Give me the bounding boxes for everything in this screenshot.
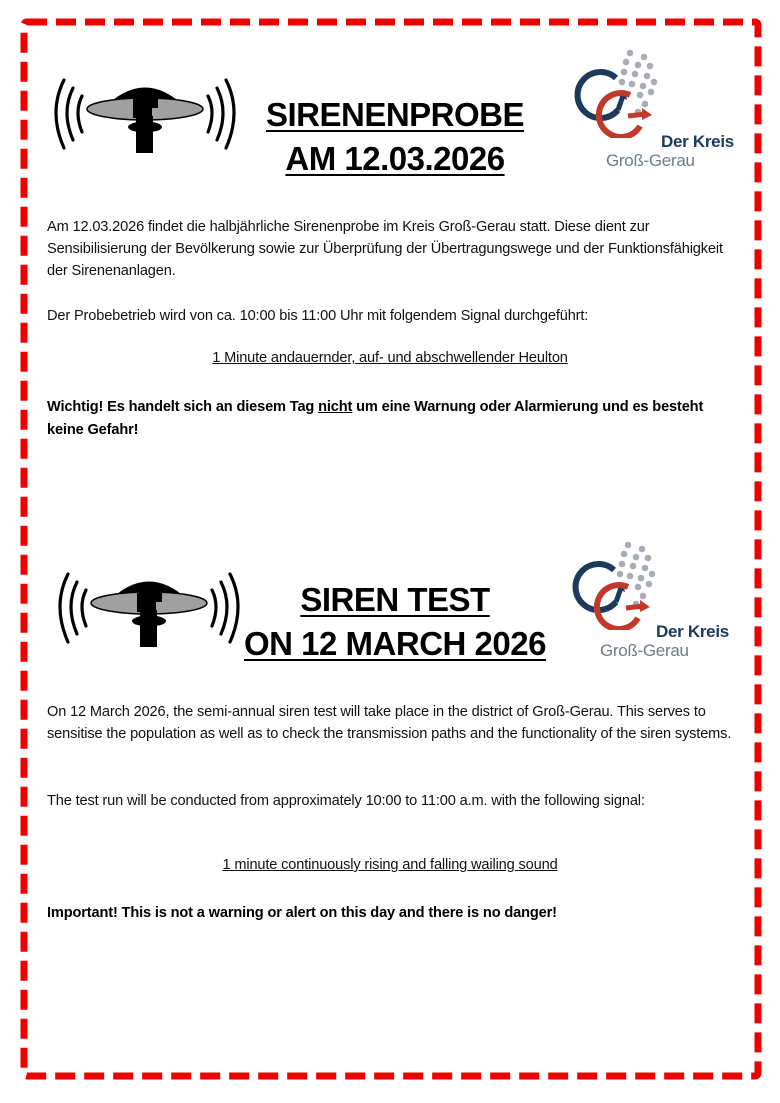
warning-german-emphasis: nicht — [318, 399, 353, 415]
page-title-german — [250, 93, 540, 180]
logo-text-gross-gerau: Groß-Gerau — [606, 151, 695, 170]
warning-german-part2: um eine Warnung oder Alarmierung und es besteht keine Gefahr! — [47, 399, 704, 438]
warning-english: Important! This is not a warning or alert on this day and there is no danger! — [47, 905, 557, 921]
logo-text-gross-gerau: Groß-Gerau — [600, 641, 689, 660]
intro-paragraph-english: On 12 March 2026, the semi-annual siren test will take place in the district of Groß-Gerau. This serves to sensitise the population as well as to check the transmission paths and the functionality of the siren systems. — [47, 704, 732, 742]
title-line-1: SIRENENPROBE — [265, 96, 525, 133]
schedule-paragraph-english: The test run will be conducted from approximately 10:00 to 11:00 a.m. with the following signal: — [47, 793, 645, 809]
siren-icon — [50, 72, 240, 167]
german-section — [0, 0, 780, 460]
logo-text-der-kreis: Der Kreis — [656, 622, 729, 641]
signal-description-german: 1 Minute andauernder, auf- und abschwellender Heulton — [212, 350, 568, 366]
warning-german-part1: Wichtig! Es handelt sich an diesem Tag — [47, 399, 319, 415]
title-line-1: SIREN TEST — [300, 581, 490, 618]
signal-description-english: 1 minute continuously rising and falling wailing sound — [222, 857, 558, 873]
schedule-paragraph-german: Der Probebetrieb wird von ca. 10:00 bis 11:00 Uhr mit folgendem Signal durchgeführt: — [47, 308, 589, 324]
warning-german — [47, 396, 737, 442]
kreis-gross-gerau-logo — [572, 48, 742, 173]
logo-text-der-kreis: Der Kreis — [661, 132, 734, 151]
intro-paragraph-german: Am 12.03.2026 findet die halbjährliche Sirenenprobe im Kreis Groß-Gerau statt. Diese dient zur Sensibilisierung der Bevölkerung sowie zur Überprüfung der Übertragungswege und der Funktionsfähigkeit der Sirenenanlagen. — [47, 219, 723, 279]
title-line-2: ON 12 MARCH 2026 — [244, 624, 546, 662]
title-line-2: AM 12.03.2026 — [285, 139, 505, 177]
